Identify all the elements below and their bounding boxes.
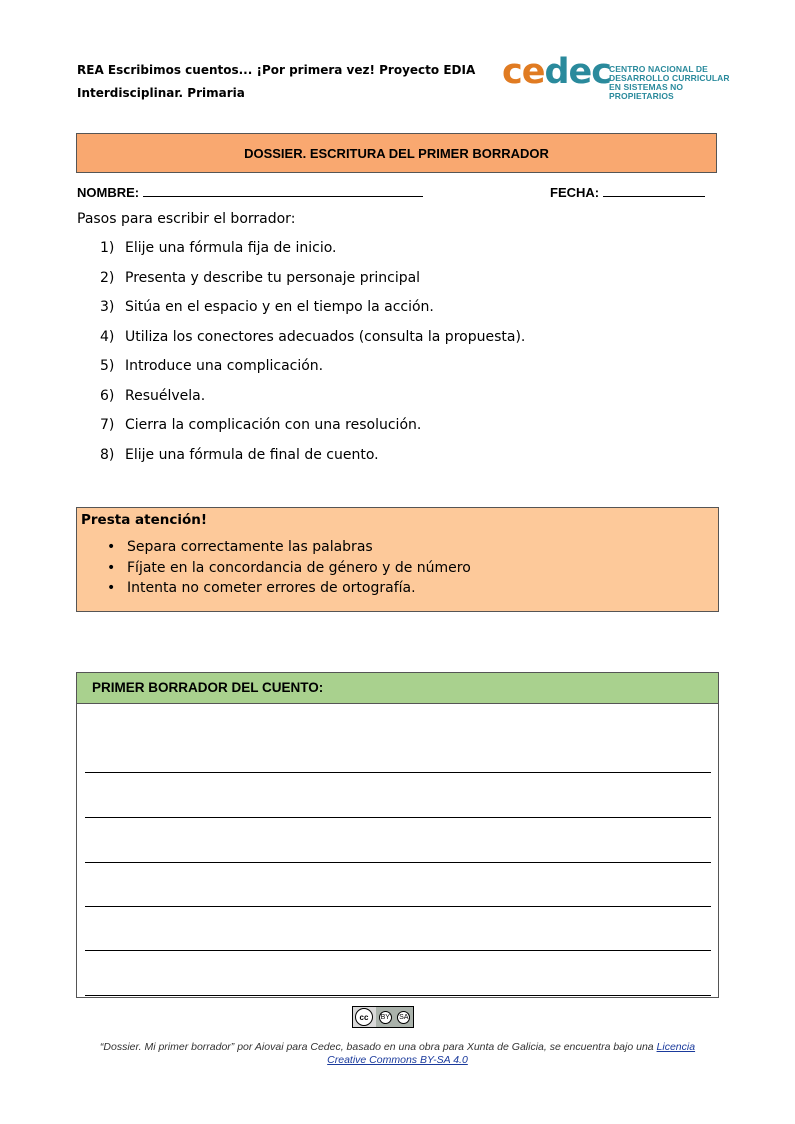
writing-line[interactable] (85, 817, 711, 818)
draft-box (76, 672, 719, 998)
cc-icon: cc (355, 1008, 373, 1026)
draft-title: PRIMER BORRADOR DEL CUENTO: (77, 673, 718, 704)
logo-subtitle: CENTRO NACIONAL DE DESARROLLO CURRICULAR EN SISTEMAS NO PROPIETARIOS (609, 64, 730, 101)
fecha-blank[interactable] (603, 183, 705, 197)
attention-box (76, 507, 719, 612)
list-item: 7) Cierra la complicación con una resolución. (100, 417, 422, 433)
list-item: • Fíjate en la concordancia de género y de número (107, 560, 471, 581)
writing-line[interactable] (85, 862, 711, 863)
logo-word: cedec (502, 52, 612, 92)
cc-license-badge (352, 1006, 414, 1028)
writing-line[interactable] (85, 950, 711, 951)
header-line-1: REA Escribimos cuentos... ¡Por primera vez! Proyecto EDIA (77, 63, 476, 77)
attention-title: Presta atención! (81, 512, 208, 528)
writing-line[interactable] (85, 906, 711, 907)
list-item: 2) Presenta y describe tu personaje principal (100, 269, 421, 286)
nombre-label: NOMBRE: (77, 185, 140, 200)
fecha-label: FECHA: (550, 185, 600, 200)
footer-text: “Dossier. Mi primer borrador” por Aiovai para Cedec, basado en una obra para Xunta de Galicia, se encuentra bajo una (99, 1041, 657, 1053)
attention-list (107, 539, 471, 601)
list-item: 4) Utiliza los conectores adecuados (consulta la propuesta). (100, 328, 526, 345)
license-footer (80, 1041, 715, 1067)
list-item: 6) Resuélvela. (100, 387, 206, 404)
list-item: 5) Introduce una complicación. (100, 358, 324, 374)
steps-list (100, 240, 525, 476)
bullet-icon: • (107, 559, 116, 576)
header-line-2: Interdisciplinar. Primaria (77, 86, 245, 100)
document-header (77, 59, 475, 105)
list-item: 1) Elije una fórmula fija de inicio. (100, 240, 337, 256)
license-link[interactable]: Licencia Creative Commons BY-SA 4.0 (327, 1041, 696, 1066)
writing-line[interactable] (85, 772, 711, 773)
nombre-blank[interactable] (143, 183, 423, 197)
steps-heading: Pasos para escribir el borrador: (77, 211, 296, 227)
page-title: DOSSIER. ESCRITURA DEL PRIMER BORRADOR (76, 133, 717, 173)
nombre-field[interactable] (77, 183, 423, 200)
list-item: 3) Sitúa en el espacio y en el tiempo la acción. (100, 299, 434, 315)
writing-line[interactable] (85, 995, 711, 996)
cedec-logo (502, 52, 742, 101)
sa-icon: SA (397, 1011, 410, 1024)
list-item: • Separa correctamente las palabras (107, 539, 471, 560)
by-icon: BY (379, 1011, 392, 1024)
fecha-field[interactable] (550, 183, 705, 200)
list-item: 8) Elije una fórmula de final de cuento. (100, 446, 379, 463)
bullet-icon: • (107, 539, 116, 555)
list-item: • Intenta no cometer errores de ortografía. (107, 580, 471, 601)
bullet-icon: • (107, 580, 116, 596)
